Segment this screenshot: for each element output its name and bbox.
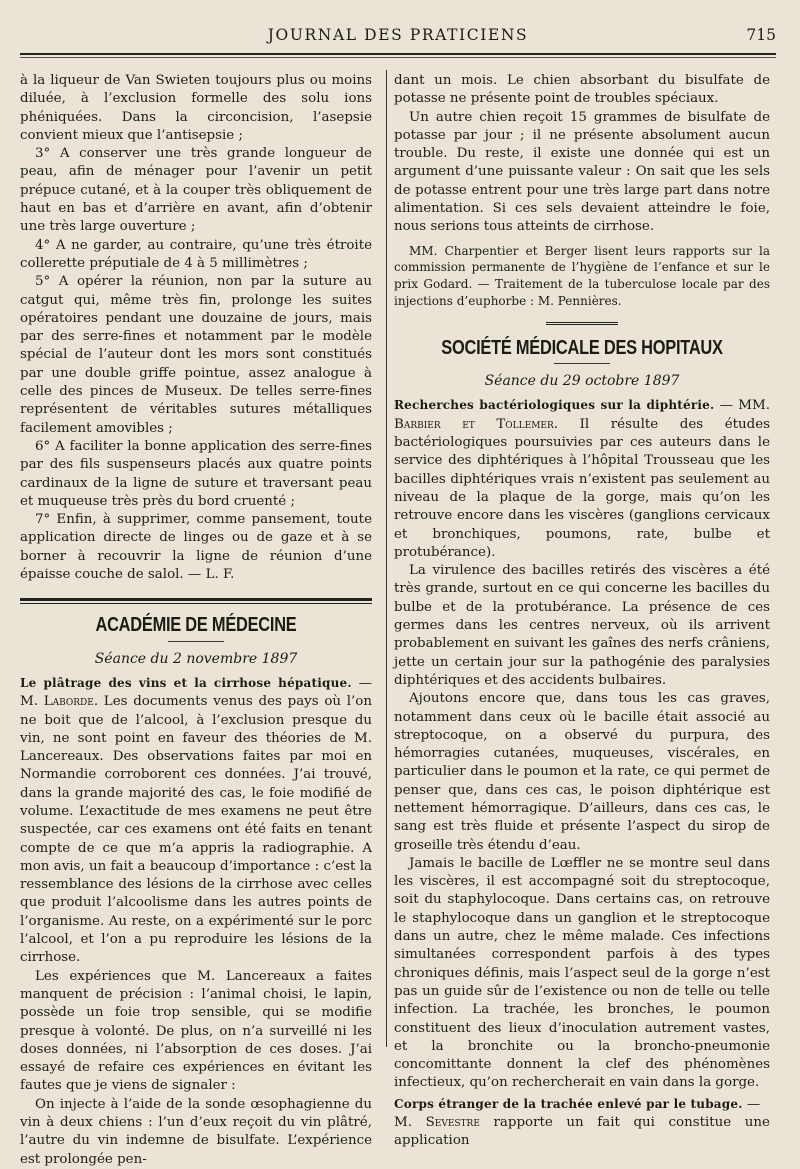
section-divider [20, 598, 372, 604]
paragraph: Jamais le bacille de Lœffler ne se montre seul dans les viscères, il est accompagné soit du streptocoque, soit du staphylocoque. Dans certains cas, on retrouve le staphylocoque dans un ganglion et le streptocoque dans un autre, chez le même malade. Ces infections simultanées correspondent parfois à des types chroniques définis, mais l’aspect seul de la gorge n’est pas un guide sûr de l’existence ou non de telle ou telle infection. La trachée, les bronches, le poumon constituent des lieux d’inoculation autrement vastes, et la bronchite ou la broncho-pneumonie concomittante donnent la clef des phénomènes infectieux, qu’on rechercherait en vain dans la gorge. [394, 855, 770, 1091]
journal-title: JOURNAL DES PRATICIENS [267, 26, 529, 44]
header-rule [20, 53, 776, 55]
section-title-academie: ACADÉMIE DE MÉDECINE [95, 614, 297, 637]
paragraph: 4° A ne garder, au contraire, qu’une très étroite collerette préputiale de 4 à 5 millimètres ; [20, 237, 372, 271]
paragraph-text: . Les documents venus des pays où l’on ne boit que de l’alcool, à l’exclusion presque du vin, ne sont point en faveur des théories de M. Lancereaux. Des observations faites par moi en Normandie corroborent ces données. J’ai trouvé, dans la grande majorité des cas, le foie modifié de volume. L’exactitude de mes examens ne peut être suspectée, car ces examens ont été faits en tenant compte de ce que m’a appris la radiographie. A mon avis, un fait a beaucoup d’importance : c’est la ressemblance des lésions de la cirrhose avec celles que produit l’alcoolisme dans les autres points de l’organisme. Au reste, on a expérimenté sur le porc l’alcool, et l’on a pu reproduire les lésions de la cirrhose. [20, 694, 372, 966]
seance-date: Séance du 2 novembre 1897 [94, 650, 298, 667]
left-column [20, 72, 372, 1169]
article-intro [20, 674, 372, 968]
paragraph [394, 1114, 770, 1151]
header-rule-thin [20, 57, 776, 58]
article-subhead: Le plâtrage des vins et la cirrhose hépatique. [20, 675, 352, 690]
column-divider [386, 70, 387, 1047]
title-underline [554, 363, 610, 364]
article-subhead: Recherches bactériologiques sur la diphtérie. [394, 398, 715, 413]
author-name: M. Laborde [20, 694, 94, 710]
article-intro [394, 1095, 770, 1114]
dash: — [351, 675, 372, 691]
paragraph: Un autre chien reçoit 15 grammes de bisulfate de potasse par jour ; il ne présente absolument aucun trouble. Du reste, il existe une donnée qui est un argument d’une puissante valeur : On sait que les sels de potasse entrent pour une très large part dans notre alimentation. Si ces sels devaient atteindre le foie, nous serions tous atteints de cirrhose. [394, 109, 770, 235]
dash: — [714, 398, 734, 414]
paragraph: à la liqueur de Van Swieten toujours plus ou moins diluée, à l’exclusion formelle des solu ions phéniquées. Dans la circoncision, l’asepsie convient mieux que l’antisepsie ; [20, 73, 372, 143]
author-names: MM. Barbier et Tollemer [394, 398, 770, 432]
page-number: 715 [746, 26, 776, 44]
section-divider [546, 322, 618, 327]
paragraph: Ajoutons encore que, dans tous les cas graves, notamment dans ceux où le bacille était associé au streptocoque, on a observé du purpura, des hémorragies cutanées, muqueuses, viscérales, en particulier dans le poumon et la rate, ce qui permet de penser que, dans ces cas, le poison diphtérique est nettement hémorragique. D’ailleurs, dans ces cas, le sang est très fluide et présente l’aspect du sirop de groseille très étendu d’eau. [394, 691, 770, 853]
paragraph-text: rapporte un fait qui constitue une application [394, 1115, 770, 1149]
right-column [394, 72, 770, 1151]
article-intro [394, 396, 770, 562]
section-title-societe: SOCIÉTÉ MÉDICALE DES HOPITAUX [441, 336, 723, 359]
author-name: M. Sevestre [394, 1115, 480, 1131]
paragraph: dant un mois. Le chien absorbant du bisulfate de potasse ne présente point de troubles spéciaux. [394, 73, 770, 107]
paragraph: 3° A conserver une très grande longueur de peau, afin de ménager pour l’avenir un petit prépuce cutané, et à la couper très obliquement de haut en bas et d’arrière en avant, afin d’obtenir une très large ouverture ; [20, 146, 372, 235]
paragraph: Les expériences que M. Lancereaux a faites manquent de précision : l’animal choisi, le lapin, possède un foie trop sensible, qui se modifie presque à volonté. De plus, on n’a surveillé ni les doses données, ni l’absorption de ces doses. J’ai essayé de refaire ces expériences en évitant les fautes que je viens de signaler : [20, 968, 372, 1094]
paragraph: 7° Enfin, à supprimer, comme pansement, toute application directe de linges ou de gaze et à se borner à recouvrir la ligne de réunion d’une épaisse couche de salol. — L. F. [20, 512, 372, 583]
title-underline [168, 641, 224, 642]
paragraph: On injecte à l’aide de la sonde œsophagienne du vin à deux chiens : l’un d’eux reçoit du vin plâtré, l’autre du vin indemne de bisulfate. L’expérience est prolongée pen- [20, 1096, 372, 1167]
paragraph: 6° A faciliter la bonne application des serre-fines par des fils suspenseurs placés aux quatre points cardinaux de la ligne de suture et traversant peau et muqueuse très près du bord cruenté ; [20, 438, 372, 509]
page-header [20, 26, 776, 48]
paragraph: 5° A opérer la réunion, non par la suture au catgut qui, même très fin, prolonge les suites opératoires pendant une douzaine de jours, mais par des serre-fines et notamment par le modèle spécial de l’auteur dont les mors sont constitués par une double griffe pointue, assez analogue à celle des pinces de Museux. De telles serre-fines représentent de véritables sutures métalliques facilement amovibles ; [20, 274, 372, 436]
paragraph-text: . Il résulte des études bactériologiques poursuivies par ces auteurs dans le service des diphtériques à l’hôpital Trousseau que les bacilles diphtériques vrais n’existent pas seulement au niveau de la plaque de la gorge, mais qu’on les retrouve encore dans les viscères (ganglions cervicaux et bronchiques, poumons, rate, bulbe et protubérance). [394, 416, 770, 560]
paragraph-small: MM. Charpentier et Berger lisent leurs rapports sur la commission permanente de l’hygiène de l’enfance et sur le prix Godard. — Traitement de la tuberculose locale par des injections d’euphorbe : M. Pennières. [394, 243, 770, 309]
dash: — [742, 1096, 761, 1112]
seance-date: Séance du 29 octobre 1897 [484, 373, 680, 390]
paragraph: La virulence des bacilles retirés des viscères a été très grande, surtout en ce qui concerne les bacilles du bulbe et de la protubérance. La présence de ces germes dans les centres nerveux, où ils arrivent probablement en suivant les gaînes des nerfs crâniens, jette un certain jour sur la pathogénie des paralysies diphtériques et des accidents bulbaires. [394, 563, 770, 688]
article-subhead: Corps étranger de la trachée enlevé par le tubage. [394, 1096, 743, 1111]
